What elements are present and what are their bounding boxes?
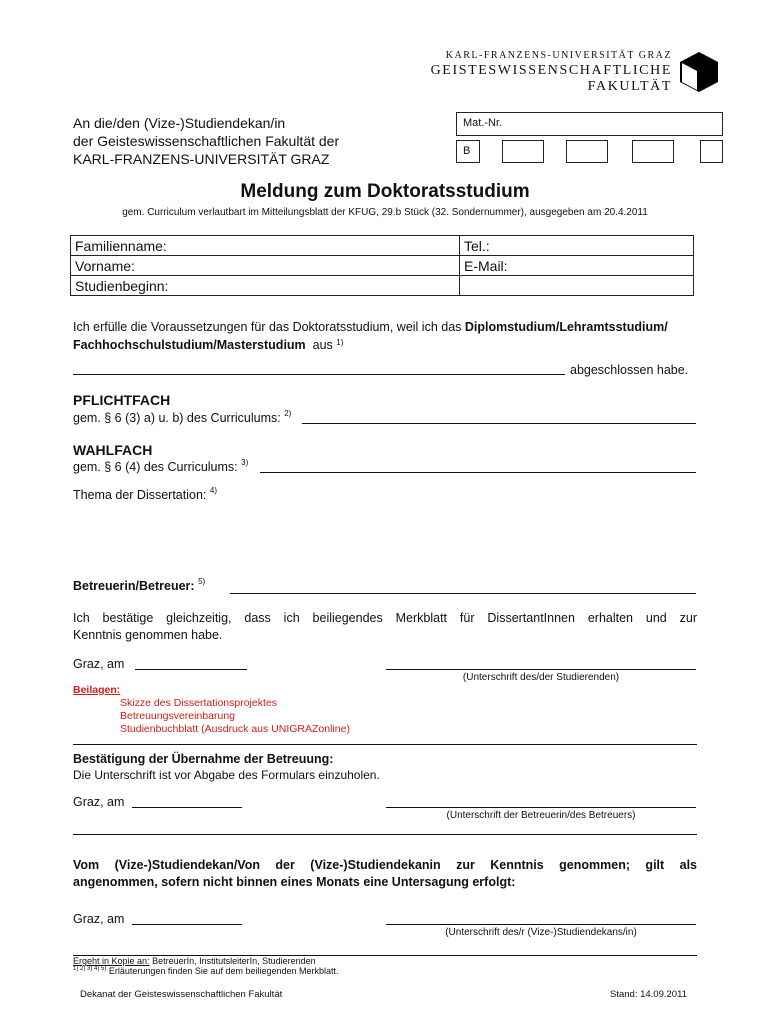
beilagen-item: Betreuungsvereinbarung bbox=[120, 710, 235, 722]
sign1-caption: (Unterschrift des/der Studierenden) bbox=[462, 672, 620, 683]
betreuung-caption: (Unterschrift der Betreuerin/des Betreuers) bbox=[446, 810, 636, 821]
requirement-bold1: Diplomstudium/Lehramtsstudium/ bbox=[464, 320, 668, 334]
footer-kopie bbox=[73, 956, 316, 966]
matnr-prefix: B bbox=[463, 145, 471, 157]
tel-field[interactable] bbox=[460, 236, 694, 256]
page-title: Meldung zum Doktoratsstudium bbox=[240, 181, 530, 202]
matnr-digit-box[interactable] bbox=[502, 140, 544, 163]
matnr-digit-box[interactable] bbox=[566, 140, 608, 163]
wahlfach-input-line[interactable] bbox=[260, 472, 696, 473]
university-line2: GEISTESWISSENSCHAFTLICHE bbox=[430, 63, 672, 78]
kopie-text: BetreuerIn, InstitutsleiterIn, Studierenden bbox=[149, 956, 316, 966]
footnote-3: 3) bbox=[241, 458, 249, 467]
pflichtfach-heading: PFLICHTFACH bbox=[73, 392, 171, 408]
sign1-place: Graz, am bbox=[73, 657, 125, 671]
studium-input-line[interactable] bbox=[73, 374, 565, 375]
addressee-line1: An die/den (Vize-)Studiendekan/in bbox=[73, 115, 286, 131]
dekan-caption: (Unterschrift des/r (Vize-)Studiendekans/in) bbox=[445, 927, 637, 938]
pflichtfach-input-line[interactable] bbox=[302, 423, 696, 424]
email-label: E-Mail: bbox=[464, 257, 508, 274]
betreuung-place: Graz, am bbox=[73, 795, 125, 809]
confirm-line2: Kenntnis genommen habe. bbox=[73, 628, 223, 642]
university-cube-logo-icon bbox=[678, 50, 720, 94]
tel-label: Tel.: bbox=[464, 237, 490, 254]
kopie-label: Ergeht in Kopie an: bbox=[73, 956, 150, 966]
requirement-bold2: Fachhochschulstudium/Masterstudium bbox=[73, 338, 306, 352]
pflichtfach-label: gem. § 6 (3) a) u. b) des Curriculums: bbox=[73, 411, 281, 425]
completed-label: abgeschlossen habe. bbox=[570, 363, 689, 377]
beilagen-item: Studienbuchblatt (Ausdruck aus UNIGRAZonline) bbox=[120, 723, 350, 735]
studienbeginn-field[interactable] bbox=[71, 276, 460, 296]
betreuer-input-line[interactable] bbox=[230, 593, 696, 594]
notes-sup: 1) 2) 3) 4) 5) bbox=[73, 966, 107, 972]
page-subtitle: gem. Curriculum verlautbart im Mitteilungsblatt der KFUG, 29.b Stück (32. Sondernummer), ausgegeben am 20.4.2011 bbox=[122, 207, 648, 218]
familienname-label: Familienname: bbox=[75, 237, 167, 254]
confirm-line1: Ich bestätige gleichzeitig, dass ich beiliegendes Merkblatt für DissertantInnen erhalten und zur bbox=[73, 611, 697, 625]
divider bbox=[73, 744, 697, 745]
notes-text: Erläuterungen finden Sie auf dem beiliegenden Merkblatt. bbox=[108, 966, 339, 976]
personal-data-table bbox=[70, 235, 694, 296]
thema-label: Thema der Dissertation: bbox=[73, 488, 207, 502]
familienname-field[interactable] bbox=[71, 236, 460, 256]
requirement-text bbox=[73, 318, 703, 354]
matnr-digit-box[interactable] bbox=[632, 140, 674, 163]
matnr-field[interactable] bbox=[456, 112, 723, 136]
dekan-date-line[interactable] bbox=[132, 924, 242, 925]
wahlfach-text bbox=[73, 460, 248, 474]
betreuer-text bbox=[73, 579, 205, 593]
studienbeginn-label: Studienbeginn: bbox=[75, 277, 169, 294]
dekan-line2: angenommen, sofern nicht binnen eines Monats eine Untersagung erfolgt: bbox=[73, 875, 516, 889]
confirm-text bbox=[73, 610, 697, 644]
dekan-line1: Vom (Vize-)Studiendekan/Von der (Vize-)Studiendekanin zur Kenntnis genommen; gilt als bbox=[73, 858, 697, 872]
empty-cell bbox=[460, 276, 694, 296]
footnote-1: 1) bbox=[336, 338, 344, 347]
university-name bbox=[431, 50, 672, 95]
university-line1: KARL-FRANZENS-UNIVERSITÄT GRAZ bbox=[445, 50, 672, 61]
wahlfach-label: gem. § 6 (4) des Curriculums: bbox=[73, 460, 238, 474]
matnr-digit-box[interactable] bbox=[700, 140, 723, 163]
betreuer-label: Betreuerin/Betreuer: bbox=[73, 579, 195, 593]
wahlfach-heading: WAHLFACH bbox=[73, 442, 153, 458]
beilagen-list bbox=[120, 697, 350, 736]
pflichtfach-text bbox=[73, 411, 291, 425]
vorname-field[interactable] bbox=[71, 256, 460, 276]
thema-input-area[interactable] bbox=[73, 506, 697, 570]
university-line3: FAKULTÄT bbox=[587, 79, 672, 94]
beilagen-heading: Beilagen: bbox=[73, 684, 121, 696]
beilagen-item: Skizze des Dissertationsprojektes bbox=[120, 697, 277, 709]
footnote-2: 2) bbox=[284, 409, 292, 418]
dekan-text bbox=[73, 857, 697, 891]
betreuung-date-line[interactable] bbox=[132, 807, 242, 808]
thema-text bbox=[73, 488, 217, 502]
requirement-text2: aus bbox=[312, 338, 333, 352]
betreuung-note: Die Unterschrift ist vor Abgabe des Formulars einzuholen. bbox=[73, 768, 380, 782]
sign1-signature-line[interactable] bbox=[386, 669, 696, 670]
footer-notes bbox=[73, 966, 339, 976]
addressee bbox=[73, 114, 339, 168]
betreuung-heading: Bestätigung der Übernahme der Betreuung: bbox=[73, 752, 334, 766]
footnote-4: 4) bbox=[209, 486, 217, 495]
sign1-date-line[interactable] bbox=[135, 669, 247, 670]
footer-dekanat: Dekanat der Geisteswissenschaftlichen Fakultät bbox=[80, 989, 283, 1000]
vorname-label: Vorname: bbox=[75, 257, 135, 274]
dekan-signature-line[interactable] bbox=[386, 924, 696, 925]
dekan-place: Graz, am bbox=[73, 912, 125, 926]
footnote-5: 5) bbox=[198, 577, 206, 586]
divider bbox=[73, 834, 697, 835]
betreuung-signature-line[interactable] bbox=[386, 807, 696, 808]
email-field[interactable] bbox=[460, 256, 694, 276]
addressee-line3: KARL-FRANZENS-UNIVERSITÄT GRAZ bbox=[73, 151, 330, 167]
footer-stand: Stand: 14.09.2011 bbox=[610, 989, 687, 1000]
matnr-prefix-box bbox=[456, 140, 480, 163]
requirement-text1: Ich erfülle die Voraussetzungen für das Doktoratsstudium, weil ich das bbox=[73, 320, 465, 334]
matnr-label: Mat.-Nr. bbox=[463, 117, 503, 129]
addressee-line2: der Geisteswissenschaftlichen Fakultät der bbox=[73, 133, 340, 149]
